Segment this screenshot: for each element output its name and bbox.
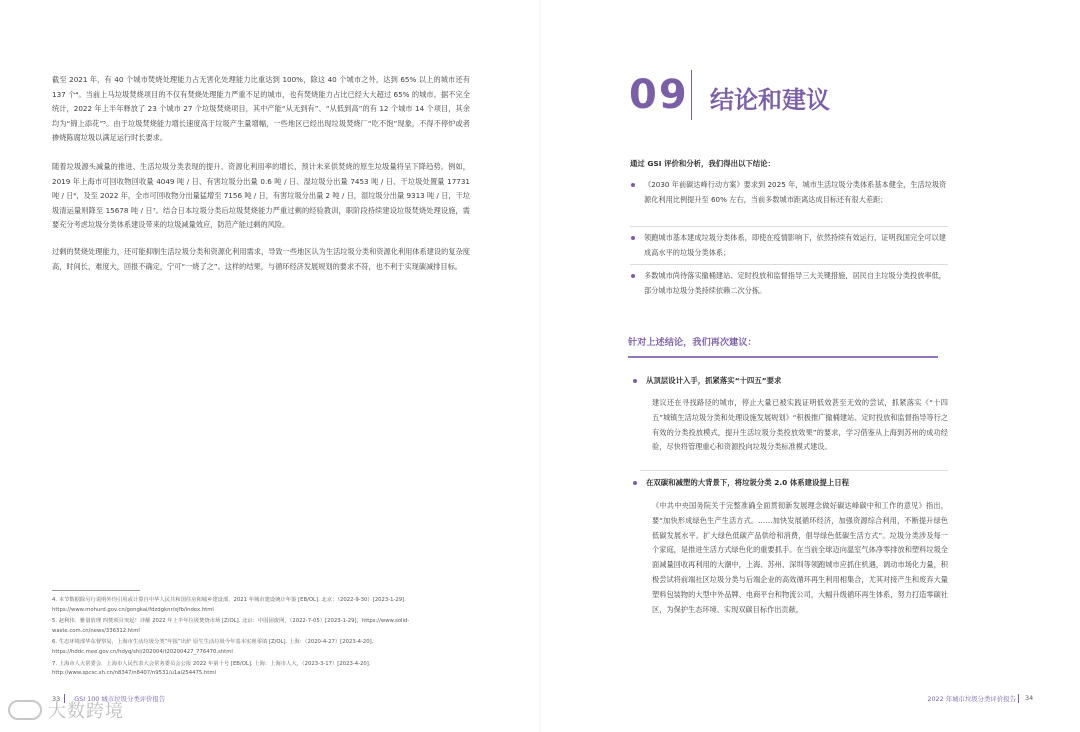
recommendation-title: 在双碳和减塑的大背景下，将垃圾分类 2.0 体系建设提上日程	[646, 478, 850, 487]
footnote-5: 5. 赵利伟．雅量放理 四焚项目突起！详解 2022 年上半年垃圾焚烧市场 [Z/OL]. 北京：中国固废网，（2022-7-05）[2023-1-29]，https://www.solid-waste.com.cn/news/336312.html	[52, 618, 410, 634]
footnotes	[52, 596, 472, 681]
footnote-7: 7. 上海市人大常委会．上海市人民代表大会常务委员会公报 2022 年第十号 [EB/OL]. 上海：上海市人大，（2023-3-17）[2023-4-20]. http://www.spcsc.sh.cn/n8347/n8407/n9531/u1ai254475.html	[52, 660, 371, 677]
bullet-icon	[633, 481, 637, 485]
recommendations-divider	[628, 356, 938, 358]
paragraph-3: 过剩的焚烧处理能力，还可能抑制生活垃圾分类和资源化利用需求，导致一些地区认为生活垃圾分类和资源化利用体系建设的复杂度高，时间长，难度大，回报不确定，宁可“一烧了之”。这样的结果，与循环经济发展规划的要求不符，也不利于实现碳减排目标。	[52, 247, 470, 271]
conclusion-item: 领跑城市基本建成垃圾分类体系，即使在疫情影响下，依然持续有效运行，证明我国完全可以建成高水平的垃圾分类体系；	[644, 233, 946, 257]
left-page-number: 33	[52, 695, 61, 703]
recommendations-heading: 针对上述结论，我们再次建议：	[628, 337, 757, 348]
recommendation-divider	[640, 470, 948, 471]
right-page	[540, 0, 1080, 732]
right-footer-title: 2022 年城市垃圾分类评价报告	[927, 695, 1016, 703]
recommendation-body: 《中共中央国务院关于完整准确全面贯彻新发展理念做好碳达峰碳中和工作的意见》指出，要“加快形成绿色生产生活方式。……加快发展循环经济，加强资源综合利用，不断提升绿色低碳发展水平。扩大绿色低碳产品供给和消费，倡导绿色低碳生活方式”。垃圾分类涉及每一个家庭，是推进生活方式绿色化的重要抓手。在当前全球迈向温室气体净零排放和塑料垃圾全面减量回收再利用的大潮中，上海、苏州、深圳等领跑城市应抓住机遇，调动市场化力量，积极尝试将前端社区垃圾分类与后端企业的高效循环再生利用相集合，尤其对接产生和废弃大量塑料包装物的大型中外品牌、电商平台和物流公司，大幅升级循环再生体系，努力打造零碳社区，为保护生态环境、实现双碳目标作出贡献。	[652, 501, 948, 614]
section-divider	[691, 70, 692, 120]
watermark-logo-icon	[8, 700, 42, 720]
watermark-text: 大数跨境	[48, 701, 124, 722]
bullet-icon	[631, 236, 635, 240]
right-footer-divider	[1018, 694, 1019, 703]
left-footer-title: GSI 100 城市垃圾分类评价报告	[74, 695, 166, 703]
conclusion-divider	[630, 264, 948, 265]
footnote-4: 4. 本节数据除另行说明外均引用或计算自中华人民共和国住房和城乡建设部，2021 年城市建设统计年鉴 [EB/OL]. 北京：（2022-9-30）[2023-1-29]. https://www.mohurd.gov.cn/gongkai/fdzdgknr/sjfb/index.html	[52, 597, 406, 613]
watermark	[8, 697, 124, 723]
conclusion-item: 多数城市尚待落实撤桶建站、定时投放和监督指导三大关键措施，居民自主垃圾分类投放率低，部分城市垃圾分类持续依赖二次分拣。	[644, 271, 946, 295]
footnote-divider	[52, 590, 140, 591]
conclusion-item: 《2030 年前碳达峰行动方案》要求到 2025 年，城市生活垃圾分类体系基本健全，生活垃圾资源化利用比例提升至 60% 左右，当前多数城市距离达成目标还有很大差距；	[644, 180, 947, 204]
paragraph-1: 截至 2021 年，有 40 个城市焚烧处理能力占无害化处理能力比重达到 100%，除这 40 个城市之外，达到 65% 以上的城市还有 137 个⁴。当前上马垃圾焚烧项目的不仅有焚烧处理能力严重不足的城市，也有焚烧能力占比已经大大超过 65% 的城市。据不完全统计，2022 年上半年释放了 23 个城市 27 个垃圾焚烧项目，其中产能“从无到有”、“从低到高”的有 12 个城市 14 个项目，其余均为“锦上添花”⁵。由于垃圾焚烧能力增长速度高于垃圾产生量增幅，一些地区已经出现垃圾焚烧厂“吃不饱”现象，不得不停炉或者掺烧陈腐垃圾以满足运行时长要求。	[52, 75, 470, 143]
conclusion-divider	[630, 226, 948, 227]
bullet-icon	[631, 183, 635, 187]
paragraph-2: 随着垃圾源头减量的推进、生活垃圾分类表现的提升、资源化利用率的增长，预计未来供焚烧的原生垃圾量将呈下降趋势。例如，2019 年上海市可回收物回收量 4049 吨 / 日、有害垃圾分出量 0.6 吨 / 日、湿垃圾分出量 7453 吨 / 日、干垃圾处置量 17731 吨 / 日⁶，及至 2022 年，全市可回收物分出量猛增至 7156 吨 / 日，有害垃圾分出量 2 吨 / 日，湿垃圾分出量 9313 吨 / 日，干垃圾清运量则降至 15678 吨 / 日⁷。结合日本垃圾分类后垃圾焚烧能力严重过剩的经验教训，职阶段持续建设垃圾焚烧处理设施，需要充分考虑垃圾分类体系建设带来的垃圾减量效应，防范产能过剩的风险。	[52, 162, 470, 230]
right-page-number: 34	[1025, 694, 1034, 702]
bullet-icon	[631, 274, 635, 278]
section-number: 09	[629, 72, 689, 118]
bullet-icon	[633, 379, 637, 383]
footnote-6: 6. 生态环境部华东督察局，上海市生活垃圾分类“年报”出炉 原生生活垃圾今年基本实现零填 [Z/OL]. 上海：（2020-4-27）[2023-4-20]. https://hddc.mee.gov.cn/hdyq/shi/202004/t20200427_776470.shtml	[52, 639, 374, 655]
recommendation-title: 从顶层设计入手，抓紧落实“十四五”要求	[646, 376, 782, 385]
conclusions-lead: 通过 GSI 评价和分析，我们得出以下结论：	[630, 159, 775, 168]
recommendation-body: 建议还在寻找路径的城市，停止大量已被实践证明低效甚至无效的尝试，抓紧落实《“十四五”城镇生活垃圾分类和处理设施发展规划》“积极推广撤桶建站、定时投放和监督指导等行之有效的分类投放模式，提升生活垃圾分类投放效果”的要求，学习借鉴从上海到苏州的成功经验，尽快将管理重心和资源投向垃圾分类标准模式建设。	[652, 398, 948, 452]
section-title: 结论和建议	[710, 86, 830, 114]
